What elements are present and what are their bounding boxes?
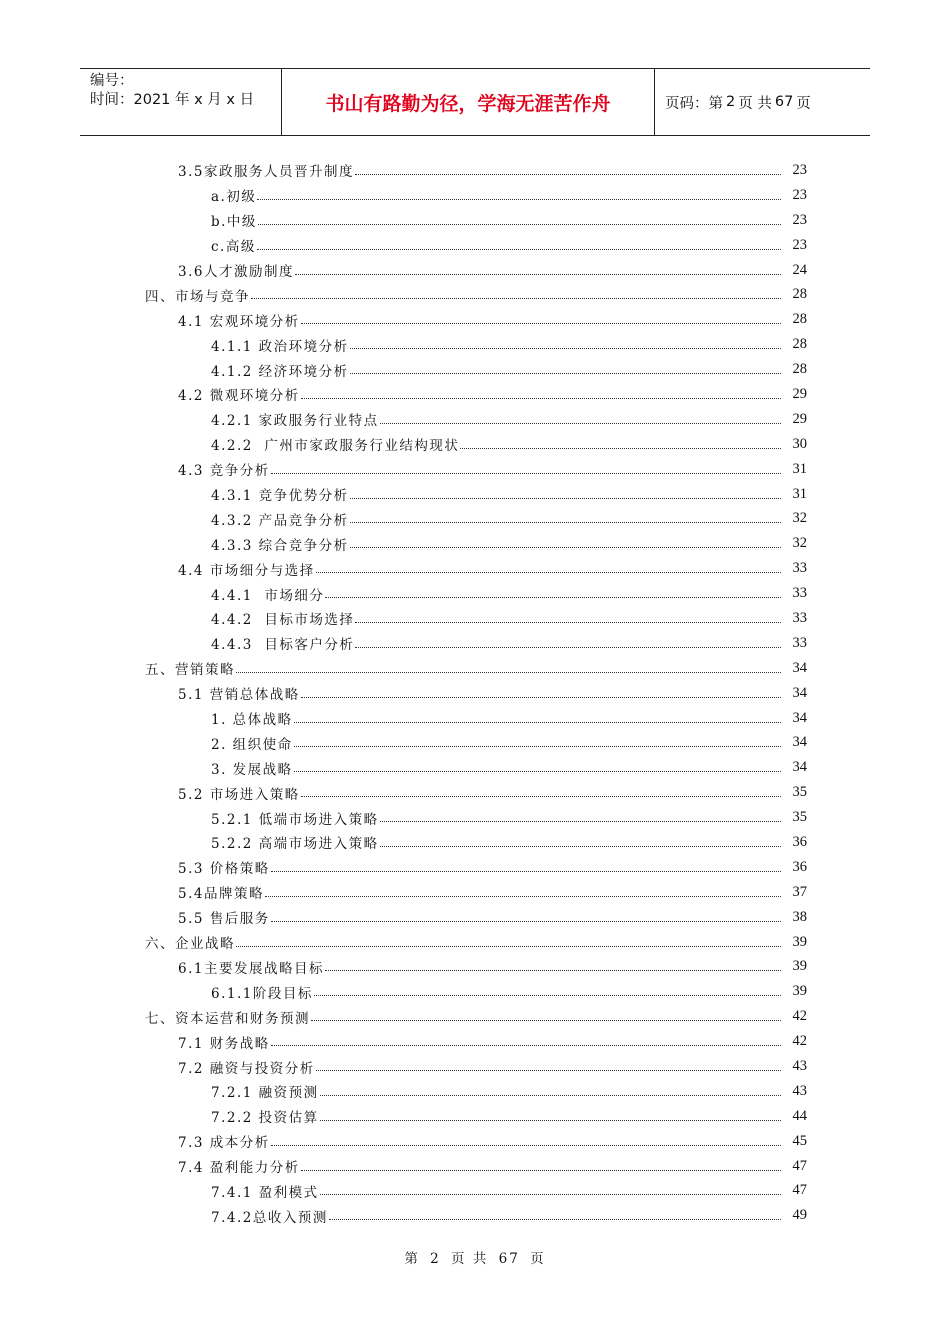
toc-dot-leader [320, 1194, 781, 1195]
toc-entry-title: 7.2.1 融资预测 [211, 1081, 320, 1101]
toc-entry-page-number: 34 [792, 759, 807, 776]
toc-entry-page-number: 35 [792, 784, 807, 801]
toc-dot-leader [325, 970, 781, 971]
toc-entry-page-number: 28 [792, 336, 807, 353]
toc-entry[interactable] [0, 805, 807, 830]
toc-entry-title: 4.2.1 家政服务行业特点 [211, 409, 380, 429]
toc-entry-page-number: 29 [792, 410, 807, 427]
toc-entry[interactable] [0, 681, 807, 706]
footer-current-page: 2 [430, 1251, 441, 1267]
toc-entry[interactable] [0, 1054, 807, 1079]
toc-entry[interactable] [0, 1129, 807, 1154]
toc-entry[interactable] [0, 1104, 807, 1129]
toc-entry-page-number: 23 [792, 211, 807, 228]
toc-dot-leader [236, 946, 781, 947]
toc-entry-page-number: 33 [792, 609, 807, 626]
toc-dot-leader [380, 846, 781, 847]
toc-entry-title: 6.1主要发展战略目标 [178, 957, 325, 977]
toc-entry-title: a.初级 [211, 185, 257, 205]
toc-dot-leader [271, 1045, 781, 1046]
toc-dot-leader [355, 647, 781, 648]
toc-dot-leader [236, 672, 781, 673]
toc-dot-leader [271, 871, 781, 872]
toc-dot-leader [314, 995, 781, 996]
toc-entry[interactable] [0, 307, 807, 332]
footer-mid: 页 共 [451, 1251, 489, 1267]
header-info [80, 69, 282, 135]
toc-entry-page-number: 34 [792, 659, 807, 676]
toc-entry[interactable] [0, 233, 807, 258]
toc-entry-title: 2. 组织使命 [211, 733, 294, 753]
toc-entry-page-number: 49 [792, 1207, 807, 1224]
toc-entry-title: 4.3.2 产品竞争分析 [211, 509, 350, 529]
toc-entry-title: 7.2.2 投资估算 [211, 1106, 320, 1126]
toc-entry[interactable] [0, 880, 807, 905]
toc-dot-leader [320, 1120, 781, 1121]
toc-entry-page-number: 28 [792, 361, 807, 378]
footer-prefix: 第 [404, 1251, 420, 1267]
toc-entry-title: 4.2.2 广州市家政服务行业结构现状 [211, 434, 460, 454]
toc-entry-title: 4.4 市场细分与选择 [178, 559, 316, 579]
toc-entry-page-number: 30 [792, 435, 807, 452]
toc-entry-title: 7.2 融资与投资分析 [178, 1057, 316, 1077]
toc-dot-leader [257, 249, 781, 250]
toc-entry-page-number: 39 [792, 983, 807, 1000]
toc-entry-page-number: 47 [792, 1182, 807, 1199]
toc-dot-leader [380, 821, 781, 822]
toc-dot-leader [294, 746, 781, 747]
toc-entry-title: 六、企业战略 [145, 932, 236, 952]
toc-entry-title: 4.4.3 目标客户分析 [211, 633, 355, 653]
toc-dot-leader [355, 622, 781, 623]
toc-entry-title: 4.4.1 市场细分 [211, 584, 325, 604]
toc-entry[interactable] [0, 1029, 807, 1054]
toc-entry[interactable] [0, 382, 807, 407]
toc-entry-page-number: 34 [792, 684, 807, 701]
toc-dot-leader [301, 323, 781, 324]
toc-entry-page-number: 32 [792, 535, 807, 552]
toc-entry-title: 5.2.2 高端市场进入策略 [211, 832, 380, 852]
toc-entry-page-number: 42 [792, 1008, 807, 1025]
toc-entry[interactable] [0, 656, 807, 681]
toc-entry-title: 4.3.1 竞争优势分析 [211, 484, 350, 504]
toc-dot-leader [325, 597, 781, 598]
toc-entry[interactable] [0, 706, 807, 731]
table-of-contents [0, 158, 950, 1228]
toc-dot-leader [271, 1145, 781, 1146]
toc-entry[interactable] [0, 1004, 807, 1029]
toc-entry-page-number: 23 [792, 236, 807, 253]
toc-entry-title: 7.4.2总收入预测 [211, 1206, 329, 1226]
toc-dot-leader [329, 1219, 781, 1220]
toc-entry-page-number: 43 [792, 1082, 807, 1099]
toc-entry[interactable] [0, 606, 807, 631]
toc-entry-page-number: 42 [792, 1033, 807, 1050]
header-page-mid: 页 共 [738, 95, 772, 112]
header-motto: 书山有路勤为径，学海无涯苦作舟 [282, 69, 655, 135]
toc-dot-leader [350, 498, 781, 499]
toc-entry-page-number: 31 [792, 485, 807, 502]
toc-entry[interactable] [0, 979, 807, 1004]
toc-entry[interactable] [0, 457, 807, 482]
toc-entry[interactable] [0, 556, 807, 581]
toc-entry-title: c.高级 [211, 235, 257, 255]
toc-entry-page-number: 37 [792, 883, 807, 900]
toc-entry-title: 1. 总体战略 [211, 708, 294, 728]
toc-entry-title: 5.5 售后服务 [178, 907, 271, 927]
toc-dot-leader [350, 522, 781, 523]
toc-dot-leader [350, 547, 781, 548]
toc-entry[interactable] [0, 432, 807, 457]
toc-dot-leader [301, 796, 781, 797]
header-page-indicator [655, 69, 870, 135]
toc-entry[interactable] [0, 780, 807, 805]
toc-entry-title: 5.4品牌策略 [178, 882, 265, 902]
toc-entry[interactable] [0, 1154, 807, 1179]
toc-dot-leader [295, 274, 781, 275]
toc-entry[interactable] [0, 955, 807, 980]
toc-entry-title: 7.1 财务战略 [178, 1032, 271, 1052]
toc-entry[interactable] [0, 830, 807, 855]
toc-dot-leader [258, 224, 781, 225]
toc-entry[interactable] [0, 631, 807, 656]
toc-entry[interactable] [0, 905, 807, 930]
toc-entry-title: b.中级 [211, 210, 258, 230]
toc-dot-leader [294, 771, 781, 772]
toc-dot-leader [301, 1170, 781, 1171]
toc-entry-title: 5.1 营销总体战略 [178, 683, 301, 703]
toc-entry-page-number: 39 [792, 933, 807, 950]
toc-entry-title: 4.4.2 目标市场选择 [211, 608, 355, 628]
toc-entry-title: 4.1.1 政治环境分析 [211, 335, 350, 355]
toc-entry[interactable] [0, 407, 807, 432]
toc-entry-page-number: 33 [792, 560, 807, 577]
toc-entry-title: 3.5家政服务人员晋升制度 [178, 160, 355, 180]
toc-entry[interactable] [0, 730, 807, 755]
toc-dot-leader [271, 921, 781, 922]
toc-entry-title: 七、资本运营和财务预测 [145, 1007, 311, 1027]
toc-entry-page-number: 31 [792, 460, 807, 477]
footer-total-pages: 67 [498, 1251, 520, 1267]
toc-dot-leader [316, 1070, 781, 1071]
toc-dot-leader [271, 473, 781, 474]
page-footer [0, 1247, 950, 1267]
toc-dot-leader [311, 1020, 781, 1021]
toc-entry-title: 7.4.1 盈利模式 [211, 1181, 320, 1201]
page-header [80, 68, 870, 136]
header-page-suffix: 页 [796, 95, 811, 112]
toc-entry[interactable] [0, 1179, 807, 1204]
toc-entry-page-number: 39 [792, 958, 807, 975]
toc-entry-page-number: 47 [792, 1157, 807, 1174]
toc-dot-leader [316, 572, 781, 573]
toc-dot-leader [320, 1095, 781, 1096]
toc-dot-leader [460, 448, 781, 449]
toc-entry-title: 5.2 市场进入策略 [178, 783, 301, 803]
toc-entry-page-number: 23 [792, 161, 807, 178]
toc-entry-page-number: 32 [792, 510, 807, 527]
toc-dot-leader [350, 348, 781, 349]
footer-suffix: 页 [530, 1251, 546, 1267]
toc-dot-leader [294, 722, 781, 723]
toc-entry-title: 四、市场与竞争 [145, 285, 251, 305]
toc-entry-page-number: 24 [792, 261, 807, 278]
toc-dot-leader [265, 896, 781, 897]
document-time: 时间：2021 年 x 月 x 日 [90, 92, 255, 108]
header-page-prefix: 页码：第 [665, 95, 723, 112]
toc-entry[interactable] [0, 506, 807, 531]
toc-entry-page-number: 36 [792, 833, 807, 850]
toc-entry-title: 4.1.2 经济环境分析 [211, 360, 350, 380]
toc-dot-leader [350, 373, 781, 374]
toc-entry[interactable] [0, 482, 807, 507]
toc-entry-title: 五、营销策略 [145, 658, 236, 678]
toc-entry-title: 5.3 价格策略 [178, 857, 271, 877]
toc-dot-leader [301, 398, 781, 399]
toc-entry[interactable] [0, 208, 807, 233]
toc-entry-title: 4.3 竞争分析 [178, 459, 271, 479]
toc-dot-leader [301, 697, 781, 698]
toc-entry-page-number: 36 [792, 858, 807, 875]
toc-entry-page-number: 43 [792, 1058, 807, 1074]
toc-entry-page-number: 34 [792, 734, 807, 751]
header-page-current: 2 [726, 94, 736, 110]
toc-entry-title: 3. 发展战略 [211, 758, 294, 778]
toc-entry[interactable] [0, 755, 807, 780]
toc-dot-leader [257, 199, 781, 200]
toc-entry[interactable] [0, 855, 807, 880]
toc-entry-title: 5.2.1 低端市场进入策略 [211, 808, 380, 828]
toc-dot-leader [380, 423, 781, 424]
document-number-label: 编号： [90, 73, 134, 89]
toc-entry-page-number: 45 [792, 1132, 807, 1149]
toc-dot-leader [251, 298, 781, 299]
toc-entry-page-number: 28 [792, 311, 807, 328]
toc-entry[interactable] [0, 1203, 807, 1228]
toc-entry-title: 3.6人才激励制度 [178, 260, 295, 280]
toc-dot-leader [355, 174, 781, 175]
toc-entry[interactable] [0, 332, 807, 357]
toc-entry[interactable] [0, 531, 807, 556]
toc-entry-page-number: 29 [792, 385, 807, 402]
toc-entry-title: 4.3.3 综合竞争分析 [211, 534, 350, 554]
header-page-total: 67 [774, 94, 794, 110]
toc-entry-page-number: 33 [792, 585, 807, 602]
toc-entry[interactable] [0, 930, 807, 955]
toc-entry[interactable] [0, 1079, 807, 1104]
toc-entry[interactable] [0, 183, 807, 208]
toc-entry[interactable] [0, 158, 807, 183]
toc-entry[interactable] [0, 581, 807, 606]
toc-entry-page-number: 35 [792, 809, 807, 826]
toc-entry-page-number: 38 [792, 908, 807, 925]
toc-entry-title: 4.1 宏观环境分析 [178, 310, 301, 330]
toc-entry[interactable] [0, 282, 807, 307]
toc-entry-page-number: 44 [792, 1107, 807, 1124]
toc-entry[interactable] [0, 357, 807, 382]
toc-entry-title: 7.4 盈利能力分析 [178, 1156, 301, 1176]
toc-entry-page-number: 34 [792, 709, 807, 726]
toc-entry-page-number: 28 [792, 286, 807, 303]
toc-entry[interactable] [0, 258, 807, 283]
toc-entry-title: 4.2 微观环境分析 [178, 384, 301, 404]
toc-entry-page-number: 23 [792, 186, 807, 203]
toc-entry-title: 7.3 成本分析 [178, 1131, 271, 1151]
toc-entry-title: 6.1.1阶段目标 [211, 982, 314, 1002]
toc-entry-page-number: 33 [792, 634, 807, 651]
